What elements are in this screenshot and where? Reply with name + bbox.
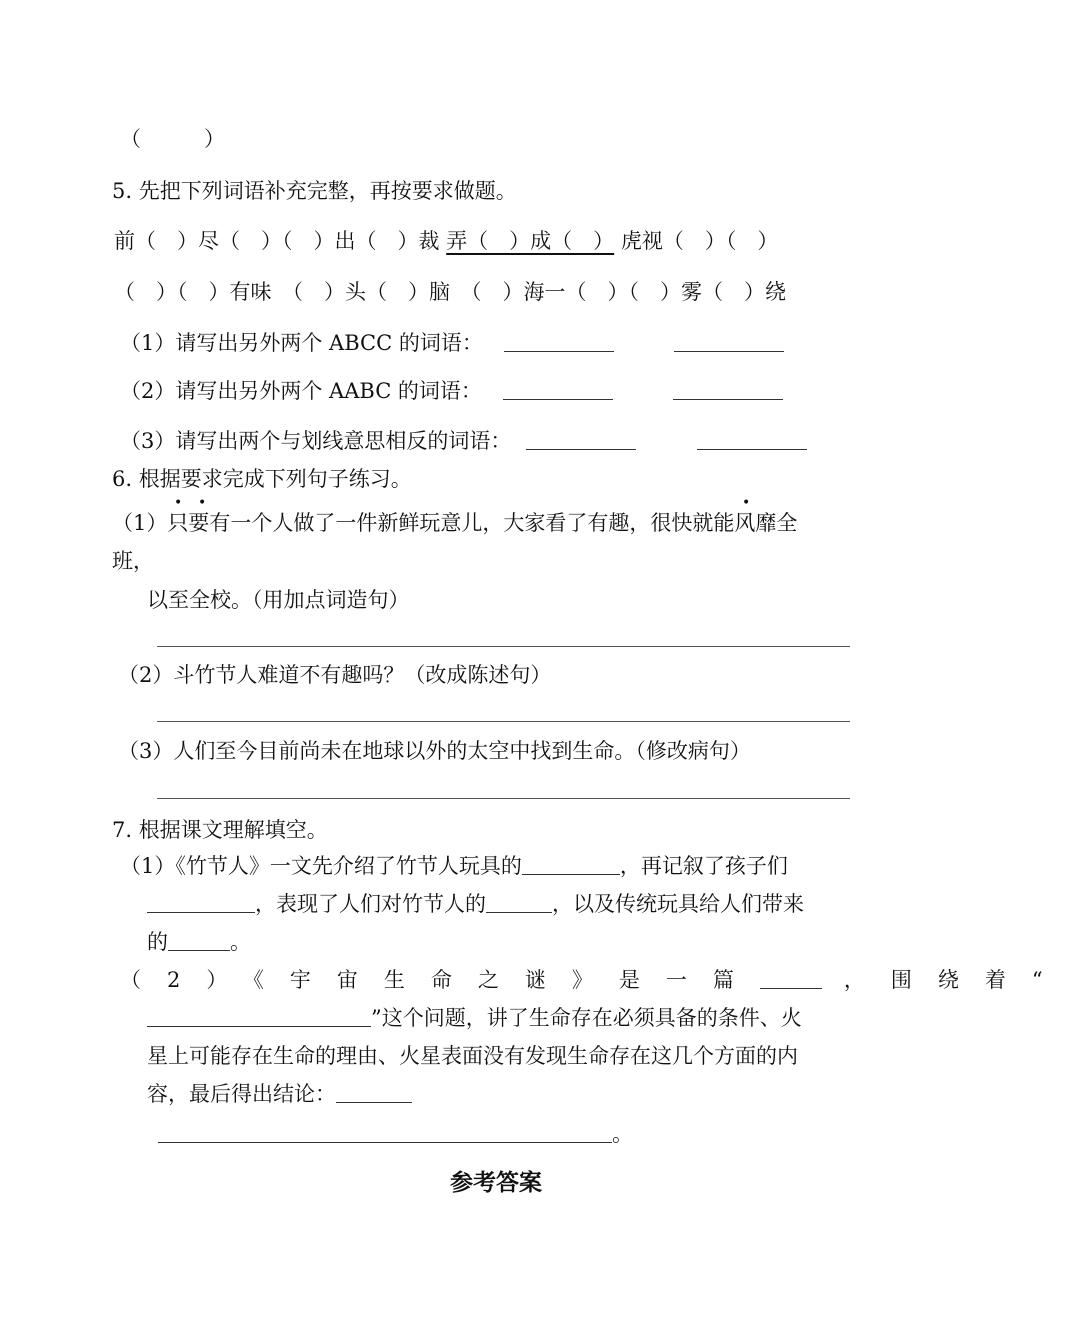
- q6-sub-1-cont: 班，: [112, 549, 154, 573]
- answer-blank[interactable]: [503, 379, 613, 400]
- answer-blank[interactable]: [526, 429, 636, 450]
- answer-blank[interactable]: [760, 968, 822, 989]
- answer-blank[interactable]: [504, 331, 614, 352]
- answer-blank[interactable]: [673, 379, 783, 400]
- q7-sub-1-line-1: （1）《竹节人》一文先介绍了竹节人玩具的 ，再记叙了孩子们: [120, 854, 788, 878]
- q6-sub-1-instruction: 以至全校。（用加点词造句）: [147, 588, 410, 612]
- q5-sub-3: （3）请写出两个与划线意思相反的词语：: [120, 426, 807, 456]
- q7-sub-1-line-3: 的 。: [147, 930, 251, 954]
- question-6-title: 6. 根据要求完成下列句子练习。: [112, 467, 412, 491]
- q5-word-row-1: 前（ ）尽（ ）（ ）出（ ）裁 弄（ ）成（ ） 虎视（ ）（ ）: [114, 229, 779, 253]
- q7-sub-2-line-5: 。: [158, 1119, 633, 1149]
- answer-blank[interactable]: [336, 1082, 412, 1103]
- q6-sub-1: （1）只要有一个人做了一件新鲜玩意儿，大家看了有趣，很快就能风靡全: [112, 511, 798, 535]
- q5-word-row-2: （ ）（ ）有味 （ ）头（ ）脑 （ ）海一（ ）（ ）雾（ ）绕: [114, 280, 786, 304]
- q5-sub-1: （1）请写出另外两个 ABCC 的词语：: [120, 328, 784, 358]
- q7-sub-2-line-1: （2）《宇宙生命之谜》是一篇 ，围绕着“: [120, 968, 1069, 992]
- answer-line[interactable]: [157, 721, 850, 722]
- emphasis-dot: •: [742, 495, 751, 511]
- answer-blank[interactable]: [158, 1122, 612, 1143]
- answer-paren: （ ）: [120, 127, 225, 151]
- answer-blank[interactable]: [147, 1006, 371, 1027]
- question-5-title: 5. 先把下列词语补充完整，再按要求做题。: [112, 179, 517, 203]
- answer-line[interactable]: [157, 646, 850, 647]
- answer-blank[interactable]: [147, 892, 255, 913]
- answer-blank[interactable]: [674, 331, 784, 352]
- answer-blank[interactable]: [522, 854, 620, 875]
- q7-sub-2-line-4: 容，最后得出结论：: [147, 1079, 412, 1109]
- q7-sub-1-line-2: ，表现了人们对竹节人的 ，以及传统玩具给人们带来: [147, 889, 804, 919]
- answer-line[interactable]: [157, 798, 850, 799]
- answer-blank[interactable]: [168, 930, 230, 951]
- underlined-word: 弄（ ）成（ ）: [446, 229, 615, 253]
- answer-blank[interactable]: [697, 429, 807, 450]
- emphasis-dot: •: [174, 495, 183, 511]
- question-7-title: 7. 根据课文理解填空。: [112, 818, 328, 842]
- q7-sub-2-line-3: 星上可能存在生命的理由、火星表面没有发现生命存在这几个方面的内: [147, 1044, 798, 1068]
- answer-blank[interactable]: [486, 892, 552, 913]
- q5-sub-2: （2）请写出另外两个 AABC 的词语：: [120, 376, 783, 406]
- q7-sub-2-line-2: ”这个问题，讲了生命存在必须具备的条件、火: [147, 1003, 802, 1033]
- q6-sub-2: （2）斗竹节人难道不有趣吗？（改成陈述句）: [118, 663, 552, 687]
- q6-sub-3: （3）人们至今目前尚未在地球以外的太空中找到生命。（修改病句）: [118, 739, 751, 763]
- answers-heading: 参考答案: [450, 1170, 542, 1196]
- emphasis-dot: •: [198, 495, 207, 511]
